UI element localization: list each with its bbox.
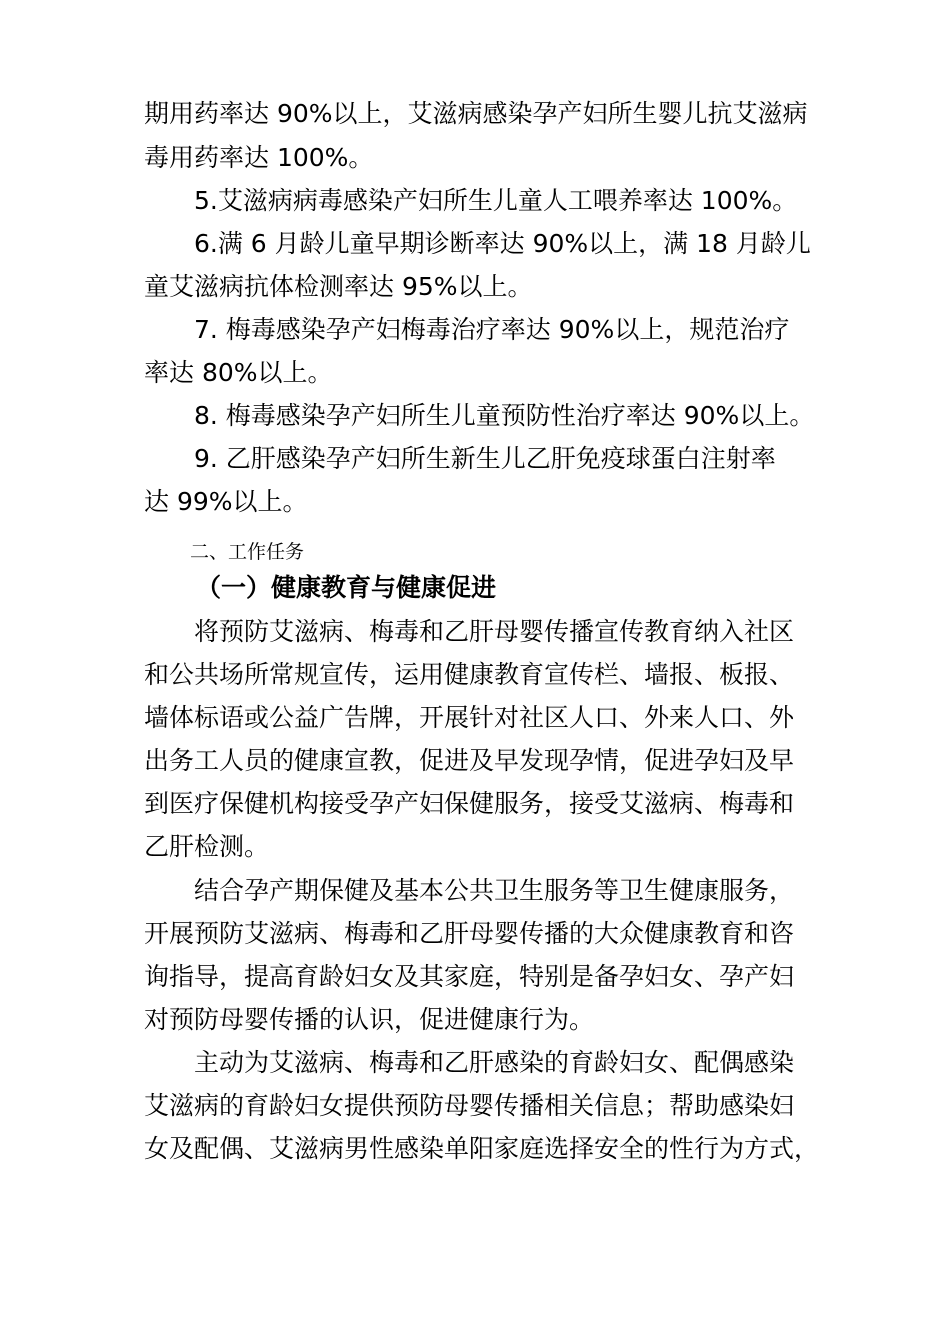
target-item-8: 8. 梅毒感染孕产妇所生儿童预防性治疗率达 90%以上。 bbox=[194, 401, 815, 430]
paragraph-line: 女及配偶、艾滋病男性感染单阳家庭选择安全的性行为方式， bbox=[144, 1134, 820, 1163]
paragraph-line: 出务工人员的健康宣教，促进及早发现孕情，促进孕妇及早 bbox=[144, 746, 795, 775]
body-text-line: 期用药率达 90%以上，艾滋病感染孕产妇所生婴儿抗艾滋病 bbox=[144, 99, 808, 128]
paragraph-line: 询指导，提高育龄妇女及其家庭，特别是备孕妇女、孕产妇 bbox=[144, 962, 795, 991]
body-text-line: 毒用药率达 100%。 bbox=[144, 143, 374, 172]
paragraph-line: 对预防母婴传播的认识，促进健康行为。 bbox=[144, 1005, 595, 1034]
target-item-9: 9. 乙肝感染孕产妇所生新生儿乙肝免疫球蛋白注射率 bbox=[194, 444, 776, 473]
subsection-heading: （一）健康教育与健康促进 bbox=[196, 573, 497, 602]
body-text-line: 率达 80%以上。 bbox=[144, 358, 333, 387]
paragraph-line: 到医疗保健机构接受孕产妇保健服务，接受艾滋病、梅毒和 bbox=[144, 789, 795, 818]
target-item-7: 7. 梅毒感染孕产妇梅毒治疗率达 90%以上，规范治疗 bbox=[194, 315, 790, 344]
section-heading: 二、工作任务 bbox=[190, 541, 305, 563]
target-item-5: 5.艾滋病病毒感染产妇所生儿童人工喂养率达 100%。 bbox=[194, 186, 798, 215]
target-item-6: 6.满 6 月龄儿童早期诊断率达 90%以上，满 18 月龄儿 bbox=[194, 229, 811, 258]
paragraph-line: 和公共场所常规宣传，运用健康教育宣传栏、墙报、板报、 bbox=[144, 660, 795, 689]
paragraph-line: 开展预防艾滋病、梅毒和乙肝母婴传播的大众健康教育和咨 bbox=[144, 919, 795, 948]
paragraph-line: 墙体标语或公益广告牌，开展针对社区人口、外来人口、外 bbox=[144, 703, 795, 732]
paragraph-line: 乙肝检测。 bbox=[144, 832, 270, 861]
paragraph-line: 将预防艾滋病、梅毒和乙肝母婴传播宣传教育纳入社区 bbox=[194, 617, 795, 646]
paragraph-line: 艾滋病的育龄妇女提供预防母婴传播相关信息；帮助感染妇 bbox=[144, 1091, 795, 1120]
paragraph-line: 主动为艾滋病、梅毒和乙肝感染的育龄妇女、配偶感染 bbox=[194, 1048, 795, 1077]
body-text-line: 童艾滋病抗体检测率达 95%以上。 bbox=[144, 272, 533, 301]
paragraph-line: 结合孕产期保健及基本公共卫生服务等卫生健康服务， bbox=[194, 876, 795, 905]
body-text-line: 达 99%以上。 bbox=[144, 487, 308, 516]
